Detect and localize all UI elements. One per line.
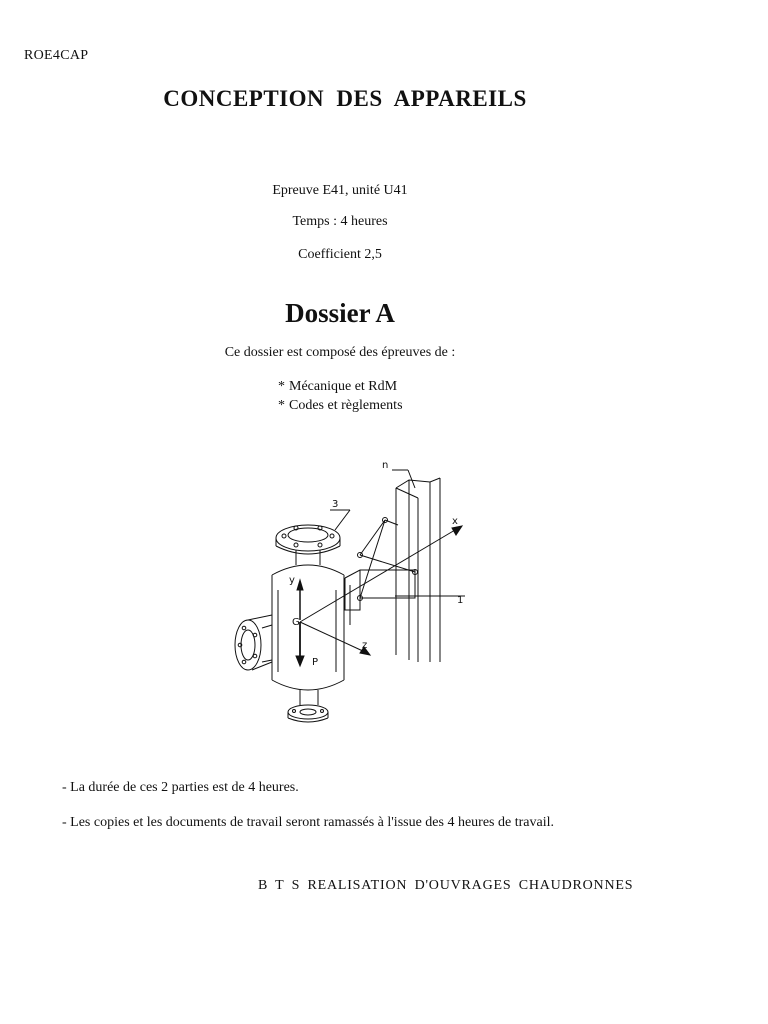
composition-item-codes [278,398,403,414]
bullet-mark: * [278,398,285,413]
dossier-title: Dossier A [285,298,395,328]
footer-program: B T S REALISATION D'OUVRAGES CHAUDRONNES [258,878,634,893]
note-collection: - Les copies et les documents de travail seront ramassés à l'issue des 4 heures de travail. [62,815,554,830]
document-code: ROE4CAP [24,48,89,63]
composition-item-mecanique [278,379,397,395]
label-z-axis: z [362,640,368,651]
label-p-force: P [312,657,319,668]
page-title: CONCEPTION DES APPAREILS [163,86,527,111]
top-flange [276,525,340,565]
leader-line [335,510,350,530]
side-nozzle-flange [235,615,272,670]
exam-coefficient-line: Coefficient 2,5 [298,247,382,262]
note-duration: - La durée de ces 2 parties est de 4 heures. [62,780,299,795]
composition-item-label: Mécanique et RdM [289,379,398,394]
vessel-shell [272,565,344,705]
composition-intro: Ce dossier est composé des épreuves de : [224,345,456,360]
label-g-center: G [292,617,300,628]
label-3: 3 [332,499,339,510]
support-bracket [345,518,418,626]
bullet-mark: * [278,379,285,394]
exam-time-line: Temps : 4 heures [292,214,388,229]
composition-item-label: Codes et règlements [289,398,403,413]
bottom-flange [288,705,328,722]
label-n: n [382,460,389,471]
vessel-support-drawing [210,460,490,730]
label-1: 1 [457,595,464,606]
label-x-axis: x [452,516,458,527]
label-y-axis: y [289,575,295,586]
exam-unit-line: Epreuve E41, unité U41 [272,183,408,198]
